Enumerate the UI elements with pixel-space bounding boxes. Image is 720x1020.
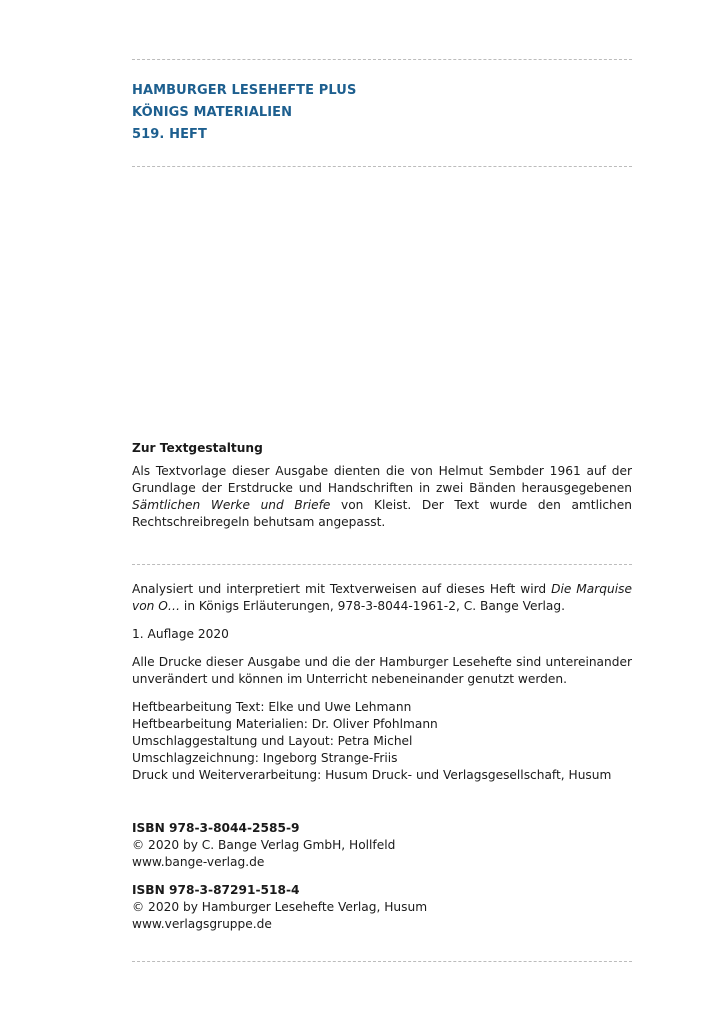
series-line-3: 519. HEFT [132, 127, 208, 142]
textgestaltung-text-part1: Als Textvorlage dieser Ausgabe dienten die von Helmut Sembder 1961 auf der Grundlage der Erstdrucke und Handschriften in zwei Bänden herausgegebenen [132, 464, 632, 495]
textgestaltung-text-italic: Sämtlichen Werke und Briefe [132, 498, 331, 512]
credit-line: Heftbearbeitung Materialien: Dr. Oliver Pfohlmann [132, 717, 438, 731]
isbn-section [132, 820, 632, 933]
credit-line: Umschlagzeichnung: Ingeborg Strange-Friis [132, 751, 398, 765]
series-line-2: KÖNIGS MATERIALIEN [132, 105, 293, 120]
divider-bottom [132, 961, 632, 962]
copyright-1: © 2020 by C. Bange Verlag GmbH, Hollfeld [132, 838, 396, 852]
isbn-1: ISBN 978-3-8044-2585-9 [132, 821, 300, 835]
copyright-2: © 2020 by Hamburger Lesehefte Verlag, Husum [132, 900, 428, 914]
isbn-2: ISBN 978-3-87291-518-4 [132, 883, 300, 897]
url-1: www.bange-verlag.de [132, 855, 265, 869]
divider-top [132, 59, 632, 60]
textgestaltung-text [132, 463, 632, 531]
analysis-note [132, 581, 632, 615]
credit-line: Heftbearbeitung Text: Elke und Uwe Lehmann [132, 700, 412, 714]
credit-line: Umschlaggestaltung und Layout: Petra Michel [132, 734, 413, 748]
divider-middle [132, 564, 632, 565]
textgestaltung-section [132, 440, 632, 531]
credit-line: Druck und Weiterverarbeitung: Husum Druck- und Verlagsgesellschaft, Husum [132, 768, 612, 782]
analysis-part2: in Königs Erläuterungen, 978-3-8044-1961-2, C. Bange Verlag. [180, 599, 565, 613]
textgestaltung-heading: Zur Textgestaltung [132, 441, 263, 455]
info-section [132, 581, 632, 784]
credits-list [132, 699, 632, 784]
series-line-1: HAMBURGER LESEHEFTE PLUS [132, 83, 357, 98]
textgestaltung-text-part2: von Kleist. Der Text wurde den amtlichen Rechtschreibregeln behutsam angepasst. [132, 498, 632, 529]
url-2: www.verlagsgruppe.de [132, 917, 272, 931]
analysis-part1: Analysiert und interpretiert mit Textverweisen auf dieses Heft wird [132, 582, 552, 596]
prints-note: Alle Drucke dieser Ausgabe und die der Hamburger Lesehefte sind untereinander unverändert und können im Unterricht nebeneinander genutzt werden. [132, 655, 632, 686]
divider-series [132, 166, 632, 167]
series-title [132, 80, 356, 146]
edition: 1. Auflage 2020 [132, 627, 229, 641]
analysis-italic: Die Marquise von O… [132, 582, 632, 613]
